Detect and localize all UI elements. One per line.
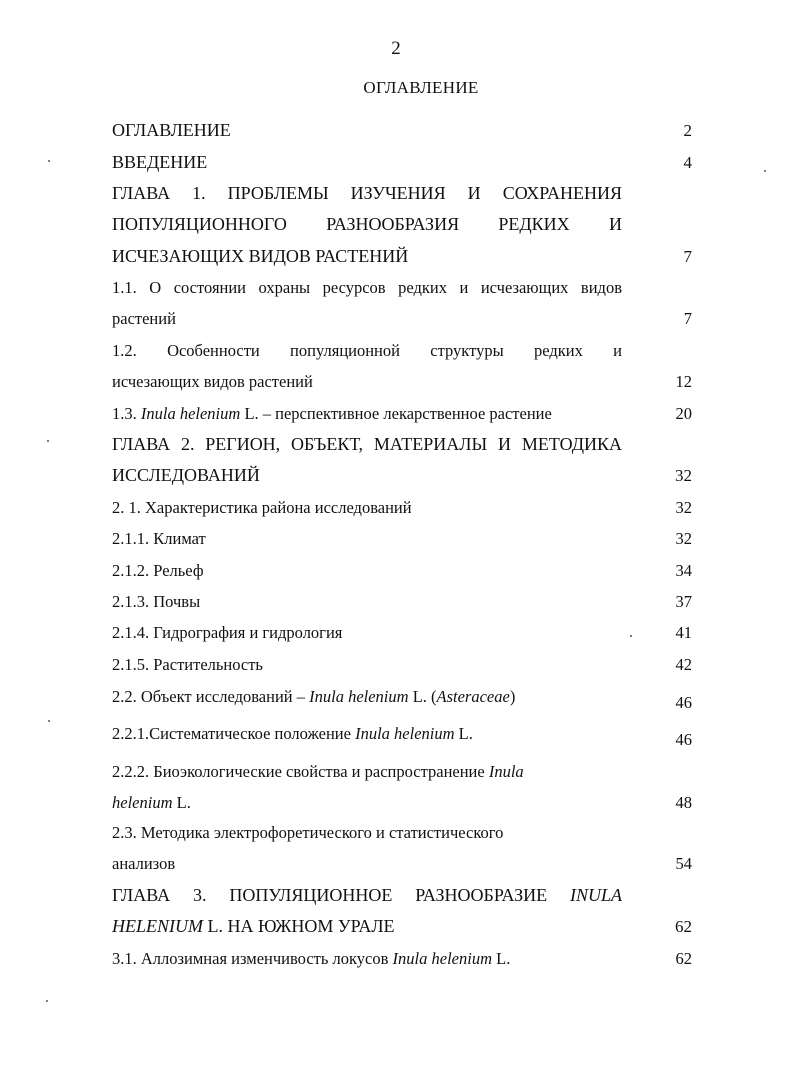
toc-entry (112, 523, 692, 554)
toc-entry (112, 681, 692, 712)
toc-entry-title-line: исчезающих видов растений (112, 372, 313, 392)
toc-entry-title-line: растений (112, 309, 176, 329)
toc-entry-title: 2.2. Объект исследований – Inula helenium L. (Asteraceae) (112, 687, 516, 706)
toc-entry-page: 42 (675, 655, 692, 674)
toc-entry-page: 62 (675, 949, 692, 968)
toc-entry (112, 555, 692, 586)
toc-entry-page: 12 (675, 372, 692, 392)
toc-entry (112, 147, 692, 178)
toc-entry-title-line: helenium L. (112, 793, 191, 813)
toc-entry-title: 2.1.1. Климат (112, 529, 206, 548)
toc-entry (112, 429, 692, 492)
page-number: 2 (391, 38, 401, 59)
toc-entry-page: 7 (683, 309, 692, 329)
toc-entry-page: 48 (675, 793, 692, 813)
toc-entry-page: 54 (675, 854, 692, 874)
toc-entry-title: ВВЕДЕНИЕ (112, 152, 208, 172)
toc-entry-page: 20 (675, 404, 692, 423)
toc-entry-title-line: 1.2. Особенности популяционной структуры редких и (112, 341, 622, 360)
toc-entry (112, 617, 692, 648)
toc-entry-title: 3.1. Аллозимная изменчивость локусов Inula helenium L. (112, 949, 511, 968)
scan-speck (630, 635, 632, 637)
toc-entry-page: 32 (675, 466, 692, 486)
toc-entry (112, 943, 692, 974)
toc-entry-title: 2.2.1.Систематическое положение Inula helenium L. (112, 724, 473, 743)
toc-entry-title-line: ПОПУЛЯЦИОННОГО РАЗНООБРАЗИЯ РЕДКИХ И (112, 214, 622, 235)
toc-entry-title: ОГЛАВЛЕНИЕ (112, 120, 231, 140)
toc-entry (112, 272, 692, 335)
toc-entry-page: 2 (683, 121, 692, 140)
toc-entry-page: 34 (675, 561, 692, 580)
toc-entry-title: 2.1.4. Гидрография и гидрология (112, 623, 343, 642)
toc-entry-title-line: ИСЧЕЗАЮЩИХ ВИДОВ РАСТЕНИЙ (112, 245, 409, 266)
page-title: ОГЛАВЛЕНИЕ (363, 78, 479, 97)
toc-entry (112, 115, 692, 146)
toc-entry-page: 62 (675, 917, 692, 937)
toc-entry-title-line: ИССЛЕДОВАНИЙ (112, 465, 260, 486)
toc-entry (112, 398, 692, 429)
toc-entry (112, 586, 692, 617)
toc-entry (112, 880, 692, 943)
toc-entry-title-line: 2.3. Методика электрофоретического и статистического (112, 823, 504, 842)
toc-entry-title: 1.3. Inula helenium L. – перспективное лекарственное растение (112, 404, 552, 423)
toc-entry-page: 46 (675, 693, 692, 712)
toc-entry (112, 817, 692, 880)
toc-entry-page: 37 (675, 592, 692, 611)
toc-entry-page: 32 (675, 498, 692, 517)
toc-entry (112, 718, 692, 749)
scan-speck (48, 160, 50, 162)
toc-entry-page: 32 (675, 529, 692, 548)
toc-entry (112, 756, 692, 819)
scan-speck (47, 440, 49, 442)
toc-entry-page: 7 (683, 246, 692, 266)
toc-entry-title-line: HELENIUM L. НА ЮЖНОМ УРАЛЕ (112, 916, 395, 937)
scan-speck (764, 170, 766, 172)
toc-entry-title-line: 1.1. О состоянии охраны ресурсов редких и исчезающих видов (112, 278, 622, 297)
toc-entry-title: 2.1.3. Почвы (112, 592, 201, 611)
toc-entry (112, 492, 692, 523)
toc-entry (112, 178, 692, 272)
scan-speck (46, 1000, 48, 1002)
toc-entry (112, 335, 692, 398)
toc-entry-page: 41 (675, 623, 692, 642)
toc-entry (112, 649, 692, 680)
toc-entry-title-line: ГЛАВА 2. РЕГИОН, ОБЪЕКТ, МАТЕРИАЛЫ И МЕТОДИКА (112, 434, 622, 454)
toc-entry-title-line: ГЛАВА 1. ПРОБЛЕМЫ ИЗУЧЕНИЯ И СОХРАНЕНИЯ (112, 183, 622, 203)
scan-speck (48, 720, 50, 722)
toc-entry-title-line: анализов (112, 854, 176, 874)
toc-entry-title-line: ГЛАВА 3. ПОПУЛЯЦИОННОЕ РАЗНООБРАЗИЕ INULA (112, 885, 622, 905)
toc-entry-title: 2.1.2. Рельеф (112, 561, 204, 580)
toc-entry-title: 2. 1. Характеристика района исследований (112, 498, 412, 517)
toc-entry-title: 2.1.5. Растительность (112, 655, 263, 674)
toc-entry-page: 4 (683, 153, 692, 172)
toc-entry-title-line: 2.2.2. Биоэкологические свойства и распространение Inula (112, 762, 524, 781)
toc-entry-page: 46 (675, 730, 692, 749)
